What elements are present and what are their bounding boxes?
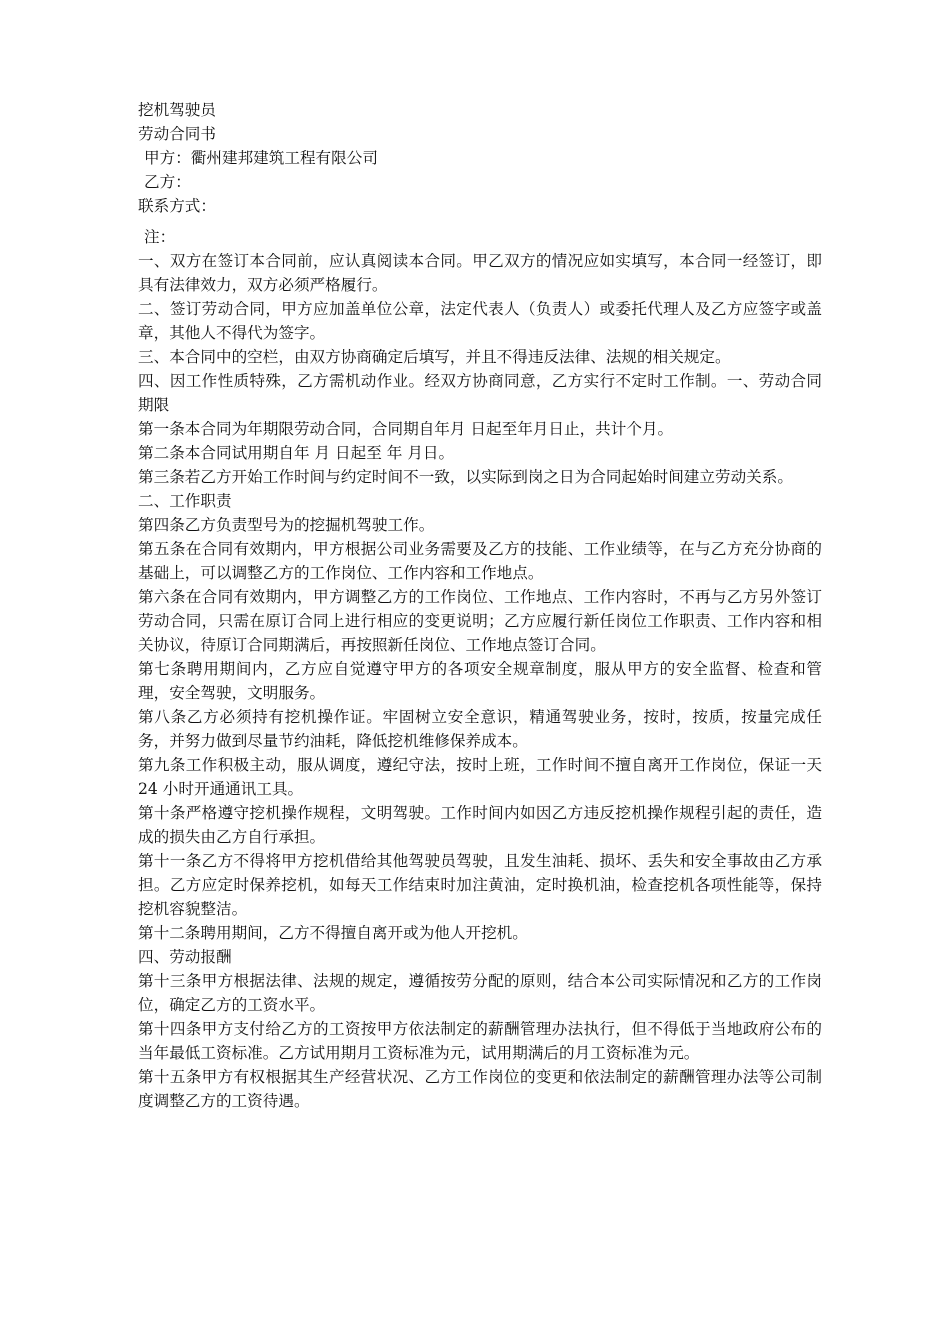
section-heading-duties: 二、工作职责 xyxy=(138,492,232,510)
article-5: 第五条在合同有效期内，甲方根据公司业务需要及乙方的技能、工作业绩等，在与乙方充分协商的基础上，可以调整乙方的工作岗位、工作内容和工作地点。 xyxy=(138,540,822,582)
note-label: 注： xyxy=(144,228,176,246)
article-3: 第三条若乙方开始工作时间与约定时间不一致，以实际到岗之日为合同起始时间建立劳动关系。 xyxy=(138,468,793,486)
document-page xyxy=(138,98,822,1113)
article-14: 第十四条甲方支付给乙方的工资按甲方依法制定的薪酬管理办法执行，但不得低于当地政府公布的当年最低工资标准。乙方试用期月工资标准为元，试用期满后的月工资标准为元。 xyxy=(138,1020,822,1062)
party-b-line: 乙方： xyxy=(144,173,191,191)
article-15: 第十五条甲方有权根据其生产经营状况、乙方工作岗位的变更和依法制定的薪酬管理办法等公司制度调整乙方的工资待遇。 xyxy=(138,1068,822,1110)
note-item-1: 一、双方在签订本合同前，应认真阅读本合同。甲乙双方的情况应如实填写，本合同一经签订，即具有法律效力，双方必须严格履行。 xyxy=(138,252,822,294)
article-10: 第十条严格遵守挖机操作规程，文明驾驶。工作时间内如因乙方违反挖机操作规程引起的责任，造成的损失由乙方自行承担。 xyxy=(138,804,822,846)
article-4: 第四条乙方负责型号为的挖掘机驾驶工作。 xyxy=(138,516,435,534)
contact-line: 联系方式： xyxy=(138,197,216,215)
note-item-3: 三、本合同中的空栏，由双方协商确定后填写，并且不得违反法律、法规的相关规定。 xyxy=(138,348,731,366)
document-subtitle: 劳动合同书 xyxy=(138,125,216,143)
article-6: 第六条在合同有效期内，甲方调整乙方的工作岗位、工作地点、工作内容时，不再与乙方另外签订劳动合同，只需在原订合同上进行相应的变更说明；乙方应履行新任岗位工作职责、工作内容和相关协议，待原订合同期满后，再按照新任岗位、工作地点签订合同。 xyxy=(138,588,822,654)
spacer xyxy=(138,218,822,225)
article-7: 第七条聘用期间内，乙方应自觉遵守甲方的各项安全规章制度，服从甲方的安全监督、检查和管理，安全驾驶，文明服务。 xyxy=(138,660,822,702)
article-8: 第八条乙方必须持有挖机操作证。牢固树立安全意识，精通驾驶业务，按时，按质，按量完成任务，并努力做到尽量节约油耗，降低挖机维修保养成本。 xyxy=(138,708,822,750)
party-a-line: 甲方：衢州建邦建筑工程有限公司 xyxy=(144,149,378,167)
note-item-2: 二、签订劳动合同，甲方应加盖单位公章，法定代表人（负责人）或委托代理人及乙方应签字或盖章，其他人不得代为签字。 xyxy=(138,300,822,342)
note-item-4: 四、因工作性质特殊，乙方需机动作业。经双方协商同意，乙方实行不定时工作制。一、劳动合同期限 xyxy=(138,372,822,414)
article-9: 第九条工作积极主动，服从调度，遵纪守法，按时上班，工作时间不擅自离开工作岗位，保证一天 24 小时开通通讯工具。 xyxy=(138,756,822,798)
article-2: 第二条本合同试用期自年 月 日起至 年 月日。 xyxy=(138,444,455,462)
document-title: 挖机驾驶员 xyxy=(138,101,216,119)
article-13: 第十三条甲方根据法律、法规的规定，遵循按劳分配的原则，结合本公司实际情况和乙方的工作岗位，确定乙方的工资水平。 xyxy=(138,972,822,1014)
article-12: 第十二条聘用期间，乙方不得擅自离开或为他人开挖机。 xyxy=(138,924,528,942)
article-11: 第十一条乙方不得将甲方挖机借给其他驾驶员驾驶，且发生油耗、损坏、丢失和安全事故由乙方承担。乙方应定时保养挖机，如每天工作结束时加注黄油，定时换机油，检查挖机各项性能等，保持挖机容貌整洁。 xyxy=(138,852,822,918)
article-1: 第一条本合同为年期限劳动合同，合同期自年月 日起至年月日止，共计个月。 xyxy=(138,420,674,438)
section-heading-remuneration: 四、劳动报酬 xyxy=(138,948,232,966)
